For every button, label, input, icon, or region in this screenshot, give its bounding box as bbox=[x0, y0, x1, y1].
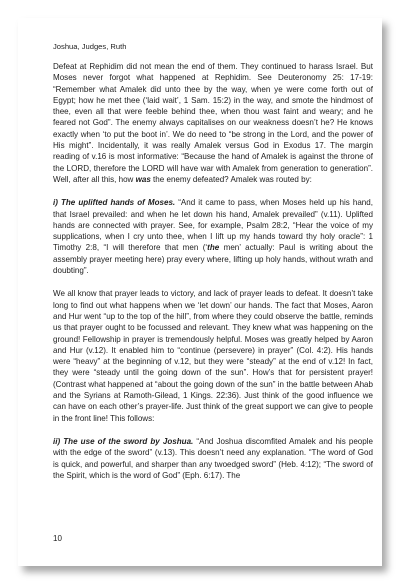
section-paragraph bbox=[53, 197, 373, 276]
emphasis-text: the bbox=[207, 243, 220, 253]
section-paragraph bbox=[53, 436, 373, 481]
book-page bbox=[18, 18, 382, 566]
emphasis-text: was bbox=[135, 174, 151, 184]
paragraph bbox=[53, 288, 373, 424]
section-heading: ii) The use of the sword by Joshua. bbox=[53, 436, 194, 446]
page-number: 10 bbox=[53, 534, 62, 543]
section-text: “And Joshua discomfited Amalek and his people with the edge of the sword” (v.13). This doesn’t need any explanation. “The word of God is quick, and powerful, and sharper than any twoedged sword” (Heb. 4:12); “The sword of the Spirit, which is the word of God” (Eph. 6:17). The bbox=[53, 436, 374, 480]
paragraph-text-end: the enemy defeated? Amalek was routed by: bbox=[150, 174, 312, 184]
paragraph-text: We all know that prayer leads to victory, and lack of prayer leads to defeat. It doesn’t take long to find out what happens when we ‘let down’ our hands. The fact that Moses, Aaron and Hur went “up to the top of the hill”, from where they could observe the battle, reminds us that prayer ought to be focussed and relevant. They knew what was happening on the ground! Fellowship in prayer is tremendously helpful. Moses was greatly helped by Aaron and Hur (v.12). It enabled him to “continue (persevere) in prayer” (Col. 4:2). His hands were “heavy” at the beginning of v.12, but they were “steady” at the end of v.12! In fact, they were “steady until the going down of the sun”. How’s that for persistent prayer! (Contrast what happened at “about the going down of the sun” in the battle between Ahab and the Syrians at Ramoth-Gilead, 1 Kings. 22:36). Just think of the good influence we can have on each other’s prayer-life. Just think of the great support we can give to people in the front line! This follows: bbox=[53, 289, 373, 423]
paragraph bbox=[53, 61, 373, 185]
paragraph-text: Defeat at Rephidim did not mean the end of them. They continued to harass Israel. But Moses never forgot what happened at Rephidim. See Deuteronomy 25: 17-19: “Remember what Amalek did unto thee by the way, when ye were come forth out of Egypt; how he met thee (‘laid wait’, 1 Sam. 15:2) in the way, and smote the hindmost of thee, even all that were feeble behind thee, when thou wast faint and weary; and he feared not God”. The enemy always capitalises on our weakness doesn’t he? He knows exactly when ‘to put the boot in’. We do need to “be strong in the Lord, and the power of His might”. Incidentally, it was really Amalek versus God in Exodus 17. The margin reading of v.16 is most informative: “Because the hand of Amalek is against the throne of the LORD, therefore the LORD will have war with Amalek from generation to generation”. Well, after all this, how bbox=[53, 62, 373, 184]
section-text-end: men’ actually: Paul is writing about the assembly prayer meeting here) pray every where, lifting up holy hands, without wrath and doubting”. bbox=[53, 243, 373, 276]
page-content bbox=[53, 42, 373, 493]
section-heading: i) The uplifted hands of Moses. bbox=[53, 198, 176, 208]
section-text: “And it came to pass, when Moses held up his hand, that Israel prevailed: and when he let down his hand, Amalek prevailed” (v.11). Uplifted hands are connected with prayer. See, for example, Psalm 28:2, “Hear the voice of my supplications, when I cry unto thee, when I lift up my hands toward thy holy oracle”: 1 Timothy 2:8, “I will therefore that men (‘ bbox=[53, 198, 373, 253]
running-head: Joshua, Judges, Ruth bbox=[53, 42, 127, 51]
